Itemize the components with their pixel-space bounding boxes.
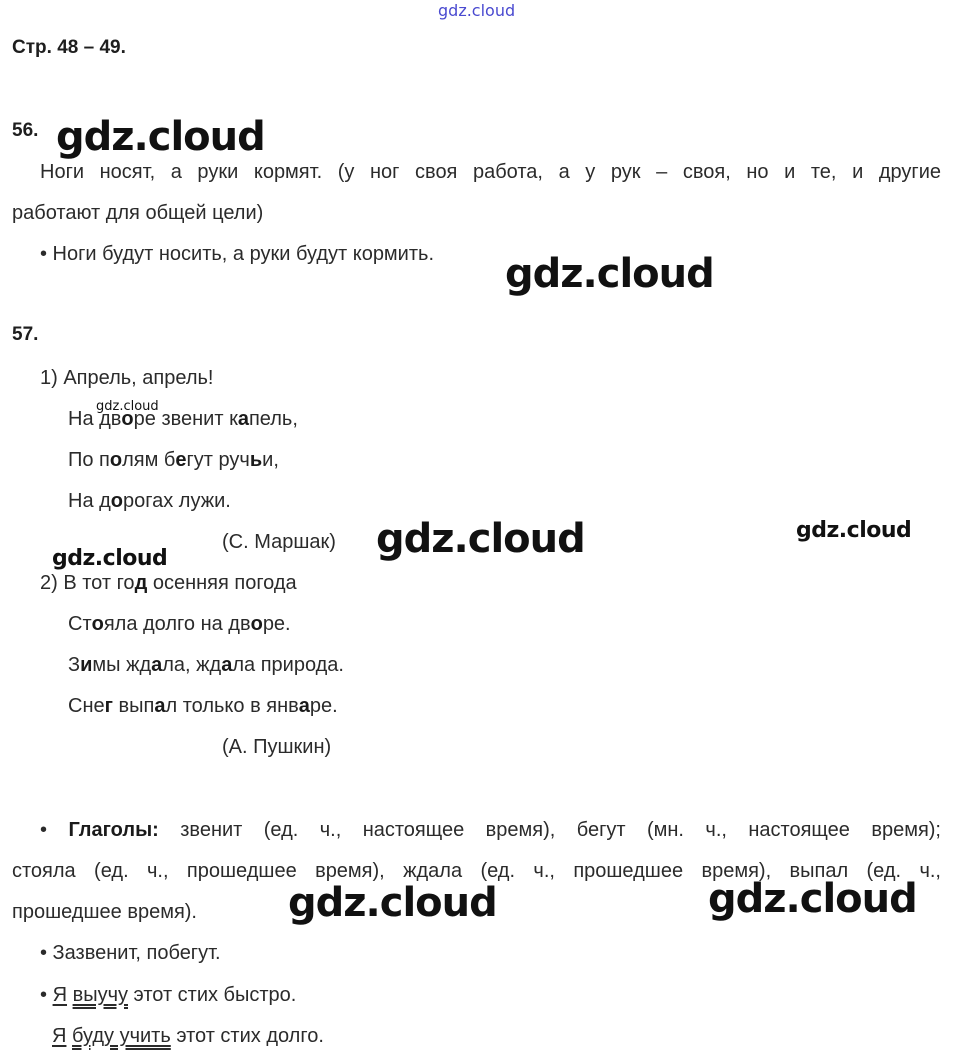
sentence-imperfective: Я буду учить этот стих долго. xyxy=(52,1025,324,1047)
watermark: gdz.cloud xyxy=(56,114,265,160)
subject: Я xyxy=(52,984,68,1006)
poem1-line4: На дорогах лужи. xyxy=(68,490,231,512)
exercise-56-line1: Ноги носят, а руки кормят. (у ног своя работа, а у рук – своя, но и те, и другие xyxy=(40,161,941,183)
exercise-56-bullet: • Ноги будут носить, а руки будут кормить. xyxy=(40,243,434,265)
exercise-57-number: 57. xyxy=(12,324,39,345)
poem2-line2: Стояла долго на дворе. xyxy=(68,613,291,635)
poem2-line3: Зимы ждала, ждала природа. xyxy=(68,654,344,676)
watermark: gdz.cloud xyxy=(708,876,917,922)
poem2-line1: 2) В тот год осенняя погода xyxy=(40,572,297,594)
watermark: gdz.cloud xyxy=(288,880,497,926)
poem1-author: (С. Маршак) xyxy=(222,531,336,553)
watermark: gdz.cloud xyxy=(376,516,585,562)
verbs-line1: • Глаголы: звенит (ед. ч., настоящее время), бегут (мн. ч., настоящее время); xyxy=(40,819,941,841)
page-reference: Стр. 48 – 49. xyxy=(12,37,126,58)
watermark: gdz.cloud xyxy=(52,546,168,571)
predicate: буду учить xyxy=(72,1025,171,1047)
watermark-top: gdz.cloud xyxy=(438,1,516,20)
poem2-line4: Снег выпал только в январе. xyxy=(68,695,338,717)
poem1-line3: По полям бегут ручьи, xyxy=(68,449,279,471)
bullet-future-verbs: • Зазвенит, побегут. xyxy=(40,942,221,964)
verbs-label: Глаголы: xyxy=(68,819,159,841)
watermark: gdz.cloud xyxy=(796,518,912,543)
watermark: gdz.cloud xyxy=(505,251,714,297)
sentence-perfective: • Я выучу этот стих быстро. xyxy=(40,984,297,1006)
verbs-line3: прошедшее время). xyxy=(12,901,197,923)
exercise-56-number: 56. xyxy=(12,120,39,141)
watermark: gdz.cloud xyxy=(96,399,159,414)
exercise-56-line2: работают для общей цели) xyxy=(12,202,264,224)
poem2-author: (А. Пушкин) xyxy=(222,736,332,758)
poem1-line2: На дворе звенит капель, xyxy=(68,408,298,430)
poem1-line1: 1) Апрель, апрель! xyxy=(40,367,214,389)
subject: Я xyxy=(52,1025,67,1047)
predicate: выучу xyxy=(72,984,128,1006)
verbs-line2: стояла (ед. ч., прошедшее время), ждала (ед. ч., прошедшее время), выпал (ед. ч., xyxy=(12,860,941,882)
